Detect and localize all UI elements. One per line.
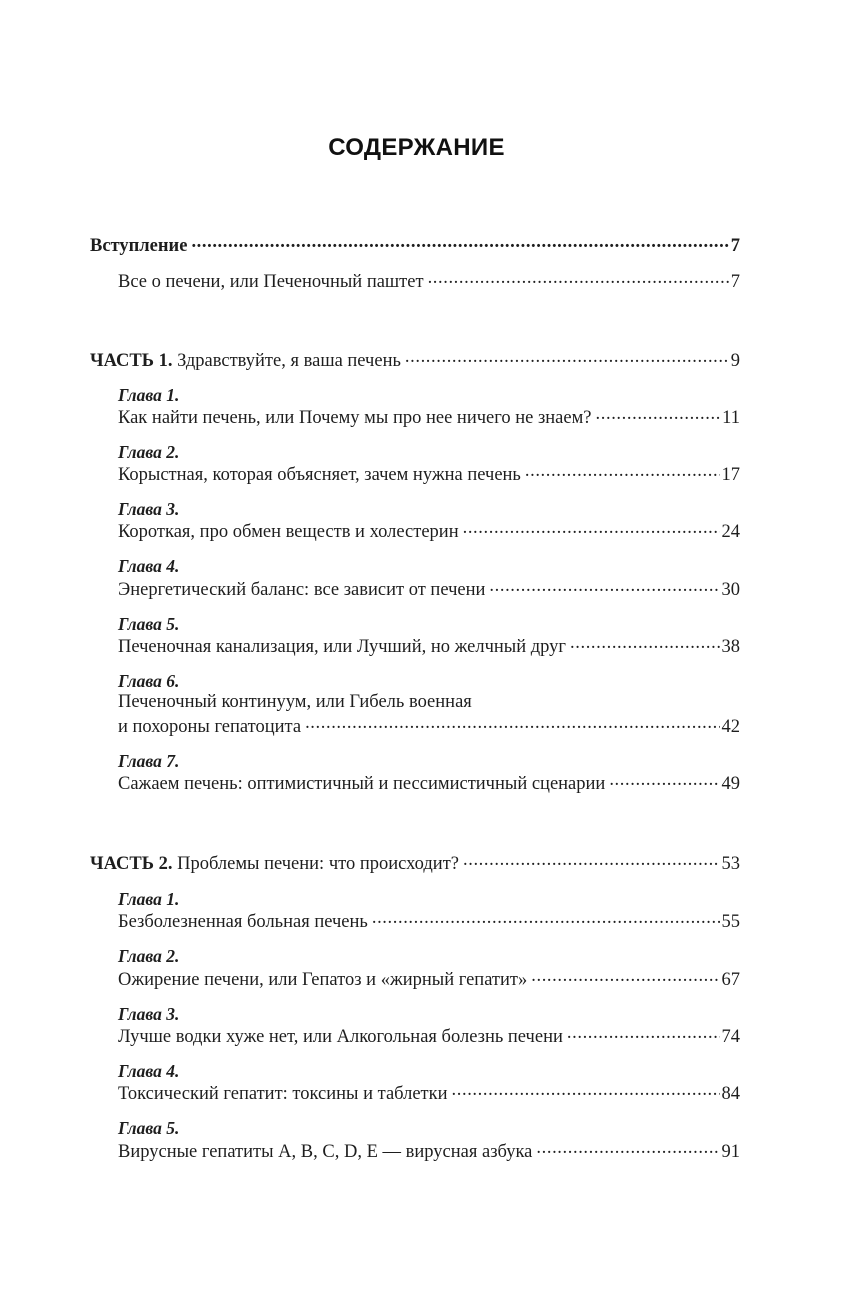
dot-leader [596,404,721,423]
chapter-heading: Глава 2. [118,946,180,966]
dot-leader [372,908,720,927]
chapter-heading: Глава 5. [118,1118,180,1138]
dot-leader [463,518,720,537]
toc-entry-chapter [118,461,740,487]
dot-leader [531,966,719,985]
chapter-heading: Глава 1. [118,889,180,909]
toc-entry-label: Печеночная канализация, или Лучший, но желчный друг [118,636,567,657]
dot-leader [305,713,719,732]
chapter-heading: Глава 3. [118,499,180,519]
toc-entry-chapter [118,908,740,934]
dot-leader [536,1138,719,1157]
toc-entry-intro [90,232,740,258]
toc-entry-chapter [118,1138,740,1164]
toc-page-number: 17 [721,464,740,485]
toc-part-title [90,852,463,876]
toc-entry-chapter [118,518,740,544]
toc-page-number: 7 [730,271,740,292]
toc-entry-label: Безболезненная больная печень [118,911,368,932]
chapter-heading: Глава 7. [118,751,180,771]
chapter-heading: Глава 3. [118,1004,180,1024]
chapter-heading: Глава 4. [118,556,180,576]
toc-entry-label: Энергетический баланс: все зависит от печени [118,579,486,600]
toc-page-number: 55 [721,911,740,932]
toc-entry-chapter [118,576,740,602]
toc-page-number: 84 [721,1083,740,1104]
toc-entry-chapter [118,770,740,796]
toc-page-number: 91 [721,1141,740,1162]
dot-leader [609,770,719,789]
toc-entry-part-2 [90,850,740,876]
toc-entry-chapter [118,1023,740,1049]
dot-leader [463,850,720,869]
toc-part-name: Проблемы печени: что происходит? [177,853,459,874]
toc-entry-label: Корыстная, которая объясняет, зачем нужна печень [118,464,521,485]
toc-entry-chapter [118,713,740,739]
dot-leader [191,232,728,251]
toc-entry-label: Лучше водки хуже нет, или Алкогольная болезнь печени [118,1026,563,1047]
toc-page-number: 30 [721,579,740,600]
toc-page-number: 67 [721,969,740,990]
dot-leader [525,461,720,480]
toc-page-number: 24 [721,521,740,542]
chapter-heading: Глава 4. [118,1061,180,1081]
dot-leader [405,347,729,366]
toc-page-number: 11 [722,407,740,428]
dot-leader [452,1080,720,1099]
chapter-heading: Глава 1. [118,385,180,405]
toc-entry-label: Ожирение печени, или Гепатоз и «жирный гепатит» [118,969,528,990]
toc-entry-chapter [118,966,740,992]
toc-entry-label: и похороны гепатоцита [118,716,302,737]
toc-entry-label: Вступление [90,235,188,256]
chapter-heading: Глава 5. [118,614,180,634]
toc-entry-label: Токсический гепатит: токсины и таблетки [118,1083,448,1104]
toc-page-number: 53 [721,853,740,874]
toc-entry-chapter [118,404,740,430]
toc-part-label: ЧАСТЬ 2. [90,853,173,874]
toc-page-number: 38 [721,636,740,657]
chapter-heading: Глава 2. [118,442,180,462]
chapter-title-line: Печеночный континуум, или Гибель военная [118,692,472,712]
dot-leader [428,268,729,287]
dot-leader [567,1023,720,1042]
toc-entry-part-1 [90,347,740,373]
toc-page-number: 49 [721,773,740,794]
chapter-heading: Глава 6. [118,671,180,691]
toc-page-number: 9 [730,350,740,371]
toc-page-number: 7 [730,235,740,256]
dot-leader [489,576,719,595]
toc-entry-label: Все о печени, или Печеночный паштет [118,271,424,292]
toc-entry-label: Как найти печень, или Почему мы про нее ничего не знаем? [118,407,592,428]
toc-entry-intro-sub [118,268,740,294]
toc-page-number: 74 [721,1026,740,1047]
dot-leader [570,633,719,652]
toc-entry-chapter [118,633,740,659]
page-title: СОДЕРЖАНИЕ [328,134,505,161]
toc-part-label: ЧАСТЬ 1. [90,350,173,371]
toc-entry-chapter [118,1080,740,1106]
toc-entry-label: Короткая, про обмен веществ и холестерин [118,521,459,542]
toc-entry-label: Сажаем печень: оптимистичный и пессимистичный сценарии [118,773,606,794]
toc-part-name: Здравствуйте, я ваша печень [177,350,401,371]
toc-entry-label: Вирусные гепатиты A, B, C, D, E — вирусная азбука [118,1141,533,1162]
toc-page-number: 42 [721,716,740,737]
toc-part-title [90,349,405,373]
